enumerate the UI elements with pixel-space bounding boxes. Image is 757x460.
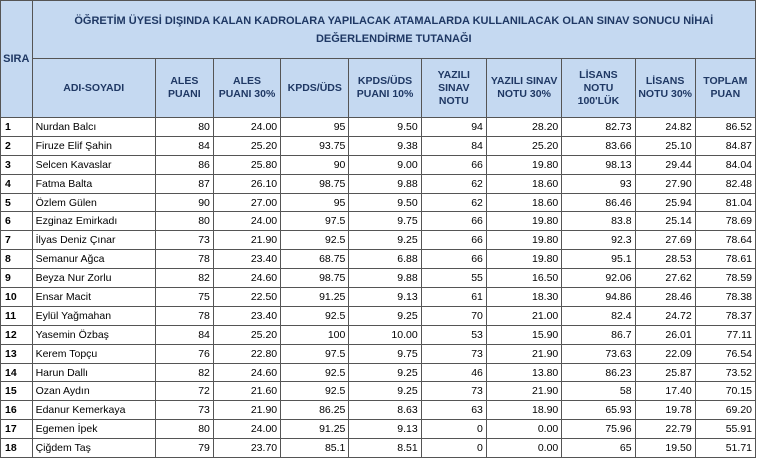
row-yazili-30: 18.90 [486,401,561,420]
row-ales: 72 [155,382,213,401]
table-row [1,193,756,212]
row-yazili-30: 19.80 [486,231,561,250]
row-ales: 73 [155,231,213,250]
row-name: Kerem Topçu [32,344,155,363]
table-row [1,231,756,250]
row-yazili-30: 0.00 [486,420,561,439]
row-ales: 80 [155,212,213,231]
row-lisans: 93 [562,174,635,193]
row-yazili-30: 19.80 [486,155,561,174]
row-index: 15 [1,382,33,401]
row-kpds-10: 9.88 [349,269,421,288]
row-kpds-10: 9.75 [349,344,421,363]
row-yazili: 53 [421,325,486,344]
row-index: 13 [1,344,33,363]
row-yazili-30: 19.80 [486,250,561,269]
row-name: Egemen İpek [32,420,155,439]
row-lisans-30: 25.10 [635,136,695,155]
table-row [1,401,756,420]
row-kpds-10: 8.63 [349,401,421,420]
row-lisans-30: 19.78 [635,401,695,420]
row-ales: 82 [155,269,213,288]
row-lisans-30: 24.82 [635,118,695,137]
column-header-row [1,59,756,118]
row-ales-30: 23.40 [213,250,280,269]
row-ales-30: 25.80 [213,155,280,174]
row-name: Özlem Gülen [32,193,155,212]
row-ales: 75 [155,288,213,307]
row-yazili: 61 [421,288,486,307]
row-kpds-10: 9.25 [349,363,421,382]
row-name: Yasemin Özbaş [32,325,155,344]
row-ales: 80 [155,420,213,439]
row-lisans: 86.7 [562,325,635,344]
table-row [1,288,756,307]
col-header-lisans-30: LİSANS NOTU 30% [635,59,695,118]
row-lisans: 95.1 [562,250,635,269]
table-body [1,118,756,458]
row-yazili: 70 [421,306,486,325]
row-name: Çiğdem Taş [32,439,155,458]
col-header-ales-30: ALES PUANI 30% [213,59,280,118]
row-index: 17 [1,420,33,439]
row-index: 14 [1,363,33,382]
row-lisans: 86.46 [562,193,635,212]
row-yazili: 62 [421,193,486,212]
row-name: Ezginaz Emirkadı [32,212,155,231]
row-index: 10 [1,288,33,307]
row-ales: 80 [155,118,213,137]
row-toplam: 78.37 [695,306,755,325]
row-toplam: 81.04 [695,193,755,212]
row-ales-30: 25.20 [213,325,280,344]
row-ales-30: 26.10 [213,174,280,193]
row-toplam: 76.54 [695,344,755,363]
row-yazili: 0 [421,420,486,439]
col-header-name: ADI-SOYADI [32,59,155,118]
col-header-yazili: YAZILI SINAV NOTU [421,59,486,118]
row-ales: 73 [155,401,213,420]
row-toplam: 51.71 [695,439,755,458]
row-yazili-30: 25.20 [486,136,561,155]
row-name: Ozan Aydın [32,382,155,401]
row-index: 9 [1,269,33,288]
table-row [1,344,756,363]
row-yazili: 62 [421,174,486,193]
row-name: İlyas Deniz Çınar [32,231,155,250]
row-yazili-30: 19.80 [486,212,561,231]
row-ales: 76 [155,344,213,363]
row-kpds: 68.75 [281,250,349,269]
page-title: ÖĞRETİM ÜYESİ DIŞINDA KALAN KADROLARA YAPILACAK ATAMALARDA KULLANILACAK OLAN SINAV SONUCU NİHAİ DEĞERLENDİRME TUTANAĞI [32,1,755,59]
row-yazili: 66 [421,231,486,250]
row-kpds-10: 9.88 [349,174,421,193]
row-index: 2 [1,136,33,155]
row-yazili: 46 [421,363,486,382]
row-index: 11 [1,306,33,325]
row-index: 18 [1,439,33,458]
row-lisans-30: 26.01 [635,325,695,344]
col-header-kpds: KPDS/ÜDS [281,59,349,118]
row-yazili: 63 [421,401,486,420]
row-lisans: 86.23 [562,363,635,382]
row-lisans-30: 28.53 [635,250,695,269]
row-kpds: 91.25 [281,288,349,307]
row-yazili: 94 [421,118,486,137]
row-yazili-30: 13.80 [486,363,561,382]
row-kpds: 91.25 [281,420,349,439]
row-yazili-30: 21.00 [486,306,561,325]
row-kpds-10: 9.50 [349,193,421,212]
row-kpds: 98.75 [281,174,349,193]
row-toplam: 78.64 [695,231,755,250]
row-ales-30: 24.00 [213,212,280,231]
row-yazili-30: 16.50 [486,269,561,288]
row-kpds: 86.25 [281,401,349,420]
col-header-kpds-10: KPDS/ÜDS PUANI 10% [349,59,421,118]
row-ales-30: 21.60 [213,382,280,401]
row-ales: 87 [155,174,213,193]
row-kpds-10: 9.13 [349,420,421,439]
row-kpds-10: 9.00 [349,155,421,174]
row-name: Harun Dallı [32,363,155,382]
row-ales: 84 [155,136,213,155]
row-name: Firuze Elif Şahin [32,136,155,155]
row-toplam: 78.69 [695,212,755,231]
row-name: Ensar Macit [32,288,155,307]
row-kpds: 97.5 [281,344,349,363]
row-ales-30: 27.00 [213,193,280,212]
row-ales: 86 [155,155,213,174]
row-lisans-30: 17.40 [635,382,695,401]
row-ales: 79 [155,439,213,458]
table-row [1,363,756,382]
row-kpds: 90 [281,155,349,174]
row-kpds-10: 9.25 [349,306,421,325]
row-yazili: 84 [421,136,486,155]
row-toplam: 84.04 [695,155,755,174]
row-yazili-30: 28.20 [486,118,561,137]
row-yazili: 0 [421,439,486,458]
row-lisans-30: 25.94 [635,193,695,212]
row-name: Selcen Kavaslar [32,155,155,174]
row-kpds-10: 8.51 [349,439,421,458]
row-kpds-10: 10.00 [349,325,421,344]
row-index: 7 [1,231,33,250]
title-row [1,1,756,59]
row-lisans: 92.3 [562,231,635,250]
row-index: 8 [1,250,33,269]
row-lisans: 83.8 [562,212,635,231]
row-lisans: 65 [562,439,635,458]
row-ales: 84 [155,325,213,344]
row-index: 4 [1,174,33,193]
row-kpds-10: 9.75 [349,212,421,231]
row-yazili: 55 [421,269,486,288]
table-row [1,118,756,137]
row-lisans-30: 29.44 [635,155,695,174]
row-name: Nurdan Balcı [32,118,155,137]
table-row [1,212,756,231]
row-kpds: 95 [281,193,349,212]
row-ales-30: 23.40 [213,306,280,325]
row-ales-30: 21.90 [213,231,280,250]
row-yazili-30: 0.00 [486,439,561,458]
row-yazili-30: 21.90 [486,382,561,401]
row-index: 6 [1,212,33,231]
row-yazili: 73 [421,344,486,363]
row-kpds: 100 [281,325,349,344]
row-kpds: 98.75 [281,269,349,288]
table-row [1,439,756,458]
row-ales: 82 [155,363,213,382]
row-lisans: 65.93 [562,401,635,420]
row-yazili: 73 [421,382,486,401]
row-ales-30: 22.80 [213,344,280,363]
table-row [1,269,756,288]
row-kpds: 92.5 [281,306,349,325]
row-lisans-30: 22.79 [635,420,695,439]
row-kpds-10: 9.38 [349,136,421,155]
row-lisans-30: 27.69 [635,231,695,250]
row-lisans-30: 28.46 [635,288,695,307]
row-lisans: 92.06 [562,269,635,288]
row-lisans-30: 19.50 [635,439,695,458]
row-ales: 90 [155,193,213,212]
row-index: 12 [1,325,33,344]
row-kpds-10: 9.25 [349,382,421,401]
row-name: Fatma Balta [32,174,155,193]
row-name: Beyza Nur Zorlu [32,269,155,288]
table-row [1,306,756,325]
row-kpds: 85.1 [281,439,349,458]
row-lisans: 94.86 [562,288,635,307]
row-yazili-30: 18.60 [486,193,561,212]
table-row [1,174,756,193]
row-name: Edanur Kemerkaya [32,401,155,420]
row-kpds: 93.75 [281,136,349,155]
row-index: 1 [1,118,33,137]
row-lisans-30: 25.14 [635,212,695,231]
row-ales-30: 22.50 [213,288,280,307]
row-lisans-30: 25.87 [635,363,695,382]
row-toplam: 78.38 [695,288,755,307]
row-ales: 78 [155,306,213,325]
col-header-ales: ALES PUANI [155,59,213,118]
row-toplam: 55.91 [695,420,755,439]
row-yazili: 66 [421,155,486,174]
table-row [1,250,756,269]
row-toplam: 73.52 [695,363,755,382]
row-index: 16 [1,401,33,420]
table-row [1,136,756,155]
row-toplam: 78.61 [695,250,755,269]
row-toplam: 77.11 [695,325,755,344]
row-lisans: 82.73 [562,118,635,137]
table-row [1,155,756,174]
row-kpds: 97.5 [281,212,349,231]
row-toplam: 86.52 [695,118,755,137]
row-ales-30: 24.60 [213,363,280,382]
row-ales-30: 21.90 [213,401,280,420]
row-ales: 78 [155,250,213,269]
row-lisans: 98.13 [562,155,635,174]
row-ales-30: 23.70 [213,439,280,458]
row-lisans: 75.96 [562,420,635,439]
row-kpds: 92.5 [281,231,349,250]
row-ales-30: 24.00 [213,118,280,137]
col-header-toplam: TOPLAM PUAN [695,59,755,118]
row-kpds-10: 6.88 [349,250,421,269]
row-index: 5 [1,193,33,212]
row-yazili: 66 [421,212,486,231]
row-toplam: 84.87 [695,136,755,155]
row-lisans-30: 27.90 [635,174,695,193]
row-index: 3 [1,155,33,174]
row-kpds-10: 9.13 [349,288,421,307]
col-header-yazili-30: YAZILI SINAV NOTU 30% [486,59,561,118]
row-ales-30: 24.60 [213,269,280,288]
table-row [1,420,756,439]
row-ales-30: 24.00 [213,420,280,439]
row-yazili-30: 18.30 [486,288,561,307]
row-lisans: 58 [562,382,635,401]
row-toplam: 69.20 [695,401,755,420]
row-kpds-10: 9.50 [349,118,421,137]
row-kpds-10: 9.25 [349,231,421,250]
table-row [1,382,756,401]
row-toplam: 70.15 [695,382,755,401]
row-lisans-30: 27.62 [635,269,695,288]
row-kpds: 92.5 [281,382,349,401]
row-lisans-30: 22.09 [635,344,695,363]
row-yazili-30: 15.90 [486,325,561,344]
row-toplam: 82.48 [695,174,755,193]
row-name: Semanur Ağca [32,250,155,269]
row-lisans: 82.4 [562,306,635,325]
row-yazili: 66 [421,250,486,269]
row-kpds: 92.5 [281,363,349,382]
row-lisans: 73.63 [562,344,635,363]
row-kpds: 95 [281,118,349,137]
row-lisans: 83.66 [562,136,635,155]
table-row [1,325,756,344]
sira-header: SIRA [1,1,33,118]
row-toplam: 78.59 [695,269,755,288]
row-yazili-30: 18.60 [486,174,561,193]
row-lisans-30: 24.72 [635,306,695,325]
row-name: Eylül Yağmahan [32,306,155,325]
row-yazili-30: 21.90 [486,344,561,363]
col-header-lisans: LİSANS NOTU 100'LÜK [562,59,635,118]
row-ales-30: 25.20 [213,136,280,155]
